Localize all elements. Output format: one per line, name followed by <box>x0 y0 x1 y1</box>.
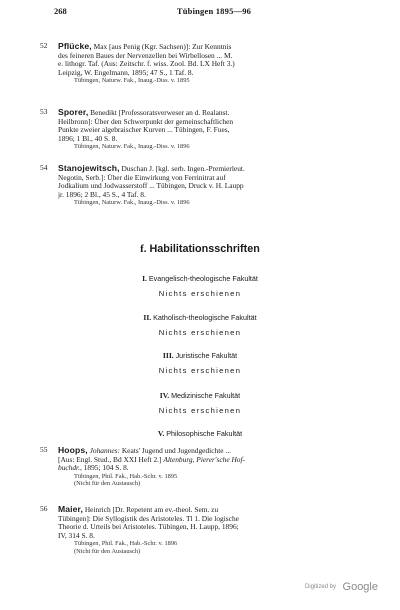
author-surname: Pflücke, <box>58 42 92 51</box>
entry-line-text: Duschan J. [kgl. serb. Ingen.-Premierleut. <box>121 164 245 173</box>
faculty-heading <box>0 429 400 438</box>
entry-line-text: buchdr., <box>58 464 82 473</box>
faculty-status: Nichts erschienen <box>158 328 242 337</box>
faculty-roman: V. <box>157 429 165 438</box>
entry-number: 55 <box>40 445 48 454</box>
entry-line <box>58 42 376 52</box>
faculty-status: Nichts erschienen <box>158 366 242 375</box>
faculty-name: Philosophische Fakultät <box>166 429 243 438</box>
entry-note: Tübingen, Naturw. Fak., Inaug.-Diss. v. 1896 <box>74 143 190 151</box>
entry-line <box>58 505 376 515</box>
entry-line: Punkte zweier algebraischer Kurven ... Tübingen, F. Fues, <box>58 126 230 135</box>
watermark-brand: Google <box>342 580 378 593</box>
faculty-heading <box>0 313 400 322</box>
faculty-name: Evangelisch-theologische Fakultät <box>148 274 258 283</box>
entry-line <box>58 164 376 174</box>
entry-line: 1896; 1 Bl., 40 S. 8. <box>58 134 118 143</box>
faculty-name: Juristische Fakultät <box>175 351 238 360</box>
entry-note: Tübingen, Naturw. Fak., Inaug.-Diss. v. 1895 <box>74 77 190 85</box>
faculty-heading <box>0 274 400 283</box>
entry-line <box>58 108 376 118</box>
entry-note: Tübingen, Naturw. Fak., Inaug.-Diss. v. 1896 <box>74 199 190 207</box>
faculty-heading <box>0 351 400 360</box>
entry-line-text: [Aus: Engl. Stud., Bd XXI Heft 2.] <box>58 455 162 464</box>
faculty-roman: III. <box>162 351 174 360</box>
entry-line: des feineren Baues der Nervenzellen bei Wirbellosen ... M. <box>58 51 233 60</box>
entry-line: Tübingen]: Die Syllogistik des Aristoteles. Tl 1. Die logische <box>58 514 239 523</box>
running-head: Tübingen 1895—96 <box>176 6 252 16</box>
entry-line: jr. 1896; 2 Bl., 45 S., 4 Taf. 8. <box>58 190 146 199</box>
entry-note: (Nicht für den Austausch) <box>74 480 141 488</box>
section-title <box>0 243 400 255</box>
faculty-roman: IV. <box>159 391 170 400</box>
entry-line-text: Benedikt [Professoratsverweser an d. Realanst. <box>90 108 230 117</box>
page-header <box>54 6 374 20</box>
entry-line <box>58 446 376 456</box>
entry-line: Heilbronn]: Über den Schwerpunkt der gemeinschaftlichen <box>58 117 234 126</box>
faculty-status: Nichts erschienen <box>158 289 242 298</box>
bibliography-entry-54 <box>40 163 376 207</box>
entry-line <box>58 456 376 465</box>
bibliography-entry-56 <box>40 504 376 556</box>
faculty-status: Nichts erschienen <box>158 406 242 415</box>
section-letter: f. <box>140 243 147 255</box>
bibliography-entry-53 <box>40 107 376 151</box>
entry-line-text: Max [aus Penig (Kgr. Sachsen)]: Zur Kenntnis <box>93 42 232 51</box>
entry-line-text: Heinrich [Dr. Repetent am ev.-theol. Sem. zu <box>84 505 219 514</box>
faculty-name: Katholisch-theologische Fakultät <box>153 313 257 322</box>
entry-line-text: 1895; 104 S. 8. <box>83 464 129 473</box>
entry-line-text: Altenburg, Pierer'sche Hof- <box>163 455 246 464</box>
entry-line: IV, 314 S. 8. <box>58 531 95 540</box>
entry-line-text: Keats' Jugend und Jugendgedichte ... <box>121 446 231 455</box>
author-forename: Johannes: <box>89 446 120 455</box>
entry-line <box>58 464 376 473</box>
faculty-heading <box>0 391 400 400</box>
entry-note: (Nicht für den Austausch) <box>74 547 141 555</box>
entry-line: Theorie d. Urteils bei Aristoteles. Tübingen, H. Laupp, 1896; <box>58 523 239 532</box>
entry-number: 54 <box>40 163 48 172</box>
section-title-text: Habilitationsschriften <box>149 243 260 255</box>
entry-line: Jodkalium und Jodwasserstoff ... Tübingen, Druck v. H. Laupp <box>58 182 244 191</box>
faculty-roman: II. <box>143 313 152 322</box>
watermark-prefix: Digitized by <box>305 583 337 590</box>
entry-number: 53 <box>40 107 48 116</box>
author-surname: Maier, <box>58 505 83 514</box>
entry-line: e. lithogr. Taf. (Aus: Zeitschr. f. wiss. Zool. Bd. LX Heft 3.) <box>58 60 235 69</box>
author-surname: Stanojewitsch, <box>58 164 120 173</box>
faculty-name: Medizinische Fakultät <box>171 391 241 400</box>
bibliography-entry-55 <box>40 445 376 488</box>
page-number: 268 <box>54 6 67 16</box>
faculty-roman: I. <box>142 274 147 283</box>
entry-line: Negotin, Serb.]: Über die Einwirkung von Ferrinitrat auf <box>58 173 226 182</box>
author-surname: Sporer, <box>58 108 89 117</box>
bibliography-entry-52 <box>40 41 376 85</box>
entry-note: Tübingen, Phil. Fak., Hab.-Schr. v. 1895 <box>74 472 178 480</box>
entry-number: 56 <box>40 504 48 513</box>
entry-note: Tübingen, Phil. Fak., Hab.-Schr. v. 1896 <box>74 540 178 548</box>
author-surname: Hoops, <box>58 446 88 455</box>
google-watermark <box>305 578 378 596</box>
entry-line: Leipzig, W. Engelmann, 1895; 47 S., 1 Taf. 8. <box>58 68 194 77</box>
entry-number: 52 <box>40 41 48 50</box>
